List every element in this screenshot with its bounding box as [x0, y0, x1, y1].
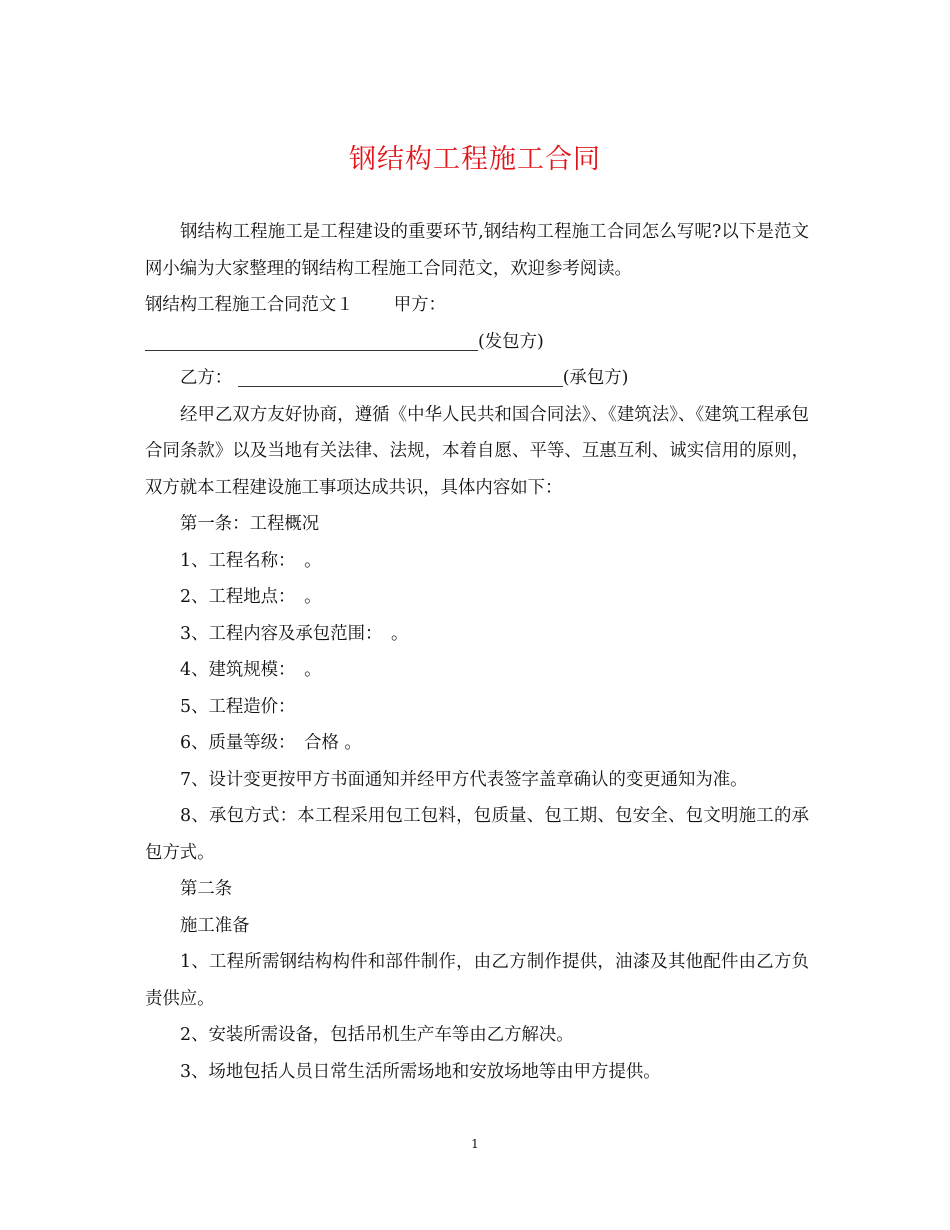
party-b-blank — [238, 385, 563, 387]
article2-item: 2、安装所需设备，包括吊机生产车等由乙方解决。 — [180, 1025, 574, 1045]
party-b-line — [145, 360, 809, 397]
party-b-label: 乙方： — [180, 368, 233, 388]
party-a-role: (发包方) — [478, 331, 544, 352]
sample-heading-line — [145, 287, 809, 324]
sample-heading: 钢结构工程施工合同范文１ — [145, 295, 354, 315]
article1-item: 7、设计变更按甲方书面通知并经甲方代表签字盖章确认的变更通知为准。 — [180, 769, 748, 790]
article1-item: 2、工程地点： 。 — [180, 587, 322, 607]
page-number: 1 — [471, 1137, 479, 1151]
party-b-role: (承包方) — [562, 368, 629, 388]
article2-title: 第二条 — [180, 879, 233, 899]
party-a-line — [145, 324, 809, 361]
agreement-paragraph: 经甲乙双方友好协商，遵循《中华人民共和国合同法》、《建筑法》、《建筑工程承包合同条款》以及当地有关法律、法规，本着自愿、平等、互惠互利、诚实信用的原则，双方就本工程建设施工事项达成共识，具体内容如下： — [145, 404, 809, 498]
article2-item: 1、工程所需钢结构构件和部件制作，由乙方制作提供，油漆及其他配件由乙方负责供应。 — [145, 952, 809, 1009]
article1-item: 1、工程名称： 。 — [180, 550, 322, 571]
party-a-blank — [145, 349, 478, 351]
intro-paragraph: 钢结构工程施工是工程建设的重要环节,钢结构工程施工合同怎么写呢?以下是范文网小编为大家整理的钢结构工程施工合同范文，欢迎参考阅读。 — [145, 222, 809, 279]
document-body — [145, 214, 809, 1090]
article1-item: 3、工程内容及承包范围： 。 — [180, 623, 409, 644]
article1-title: 第一条：工程概况 — [180, 514, 320, 534]
party-a-label: 甲方： — [393, 295, 446, 315]
article1-item: 4、建筑规模： 。 — [180, 660, 322, 680]
article1-item: 8、承包方式：本工程采用包工包料，包质量、包工期、包安全、包文明施工的承包方式。 — [145, 806, 809, 863]
article1-item: 5、工程造价： — [180, 696, 296, 717]
article1-item: 6、质量等级： 合格 。 — [180, 733, 362, 753]
article2-item: 3、场地包括人员日常生活所需场地和安放场地等由甲方提供。 — [180, 1061, 661, 1082]
article2-subtitle: 施工准备 — [180, 915, 250, 936]
document-title: 钢结构工程施工合同 — [349, 144, 601, 175]
